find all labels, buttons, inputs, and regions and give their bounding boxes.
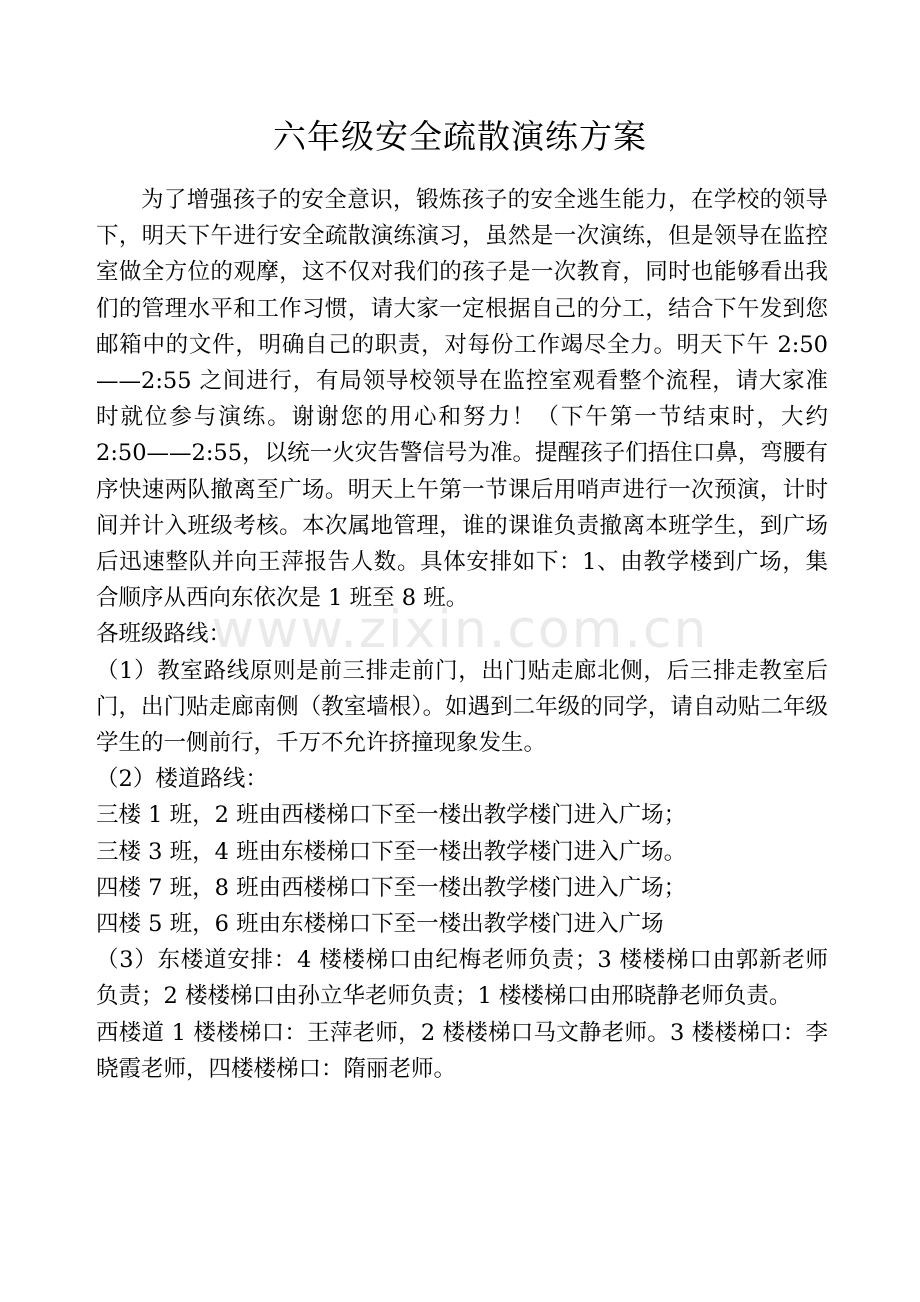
route-item-2-heading: （2）楼道路线： [96, 766, 268, 793]
document-body [96, 182, 828, 1087]
stair-line: 三楼 1 班，2 班由西楼梯口下至一楼出教学楼门进入广场； [96, 802, 687, 829]
route-item-3: （3）东楼道安排：4 楼楼梯口由纪梅老师负责；3 楼楼梯口由郭新老师负责；2 楼楼梯口由孙立华老师负责；1 楼楼梯口由邢晓静老师负责。 [96, 947, 828, 1010]
west-stairs-paragraph: 西楼道 1 楼楼梯口：王萍老师，2 楼楼梯口马文静老师。3 楼楼梯口：李晓霞老师，四楼楼梯口：隋丽老师。 [96, 1019, 828, 1082]
intro-paragraph: 为了增强孩子的安全意识，锻炼孩子的安全逃生能力，在学校的领导下，明天下午进行安全疏散演练演习，虽然是一次演练，但是领导在监控室做全方位的观摩，这不仅对我们的孩子是一次教育，同时也能够看出我们的管理水平和工作习惯，请大家一定根据自己的分工，结合下午发到您邮箱中的文件，明确自己的职责，对每份工作竭尽全力。明天下午 2:50——2:55 之间进行，有局领导校领导在监控室观看整个流程，请大家准时就位参与演练。谢谢您的用心和努力！（下午第一节结束时，大约 2:50——2:55，以统一火灾告警信号为准。提醒孩子们捂住口鼻，弯腰有序快速两队撤离至广场。明天上午第一节课后用哨声进行一次预演，计时间并计入班级考核。本次属地管理，谁的课谁负责撤离本班学生，到广场后迅速整队并向王萍报告人数。具体安排如下：1、由教学楼到广场，集合顺序从西向东依次是 1 班至 8 班。 [96, 187, 828, 612]
route-item-1: （1）教室路线原则是前三排走前门，出门贴走廊北侧，后三排走教室后门，出门贴走廊南侧（教室墙根）。如遇到二年级的同学，请自动贴二年级学生的一侧前行，千万不允许挤撞现象发生。 [96, 657, 828, 757]
stair-line: 四楼 5 班，6 班由东楼梯口下至一楼出教学楼门进入广场 [96, 911, 664, 938]
routes-heading: 各班级路线： [96, 621, 232, 648]
watermark-text: www.zixin.com.cn [211, 600, 709, 660]
stair-line: 三楼 3 班，4 班由东楼梯口下至一楼出教学楼门进入广场。 [96, 838, 687, 865]
document-title: 六年级安全疏散演练方案 [273, 117, 647, 156]
stair-line: 四楼 7 班，8 班由西楼梯口下至一楼出教学楼门进入广场； [96, 874, 687, 901]
